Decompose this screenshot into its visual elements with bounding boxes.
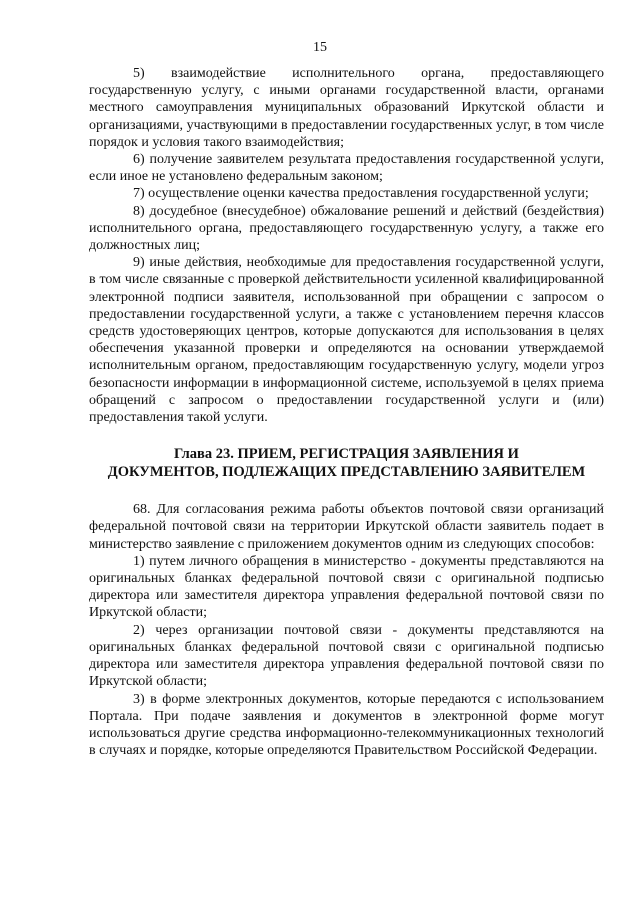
chapter-title <box>89 446 604 481</box>
chapter-title-line-2: ДОКУМЕНТОВ, ПОДЛЕЖАЩИХ ПРЕДСТАВЛЕНИЮ ЗАЯВИТЕЛЕМ <box>107 463 586 480</box>
list-item-8: 8) досудебное (внесудебное) обжалование решений и действий (бездействия) исполнительного органа, предоставляющего государственную услугу, а также его должностных лиц; <box>89 203 604 254</box>
paragraph-68: 68. Для согласования режима работы объектов почтовой связи организаций федеральной почтовой связи на территории Иркутской области заявитель подает в министерство заявление с приложением документов одним из следующих способов: <box>89 502 604 552</box>
method-item-1: 1) путем личного обращения в министерство - документы представляются на оригинальных бланках федеральной почтовой связи с оригинальной подписью директора или заместителя директора управления федеральной почтовой связи по Иркутской области; <box>89 553 604 621</box>
list-item-5: 5) взаимодействие исполнительного органа, предоставляющего государственную услугу, с иными органами государственной власти, органами местного самоуправления муниципальных образований Иркутской области и организациями, участвующими в предоставлении государственных услуг, в том числе порядок и условия такого взаимодействия; <box>89 66 604 150</box>
method-item-3: 3) в форме электронных документов, которые передаются с использованием Портала. При подаче заявления и документов в электронной форме могут использоваться другие средства информационно-телекоммуникационных технологий в случаях и порядке, которые определяются Правительством Российской Федерации. <box>89 691 604 759</box>
method-item-2: 2) через организации почтовой связи - документы представляются на оригинальных бланках федеральной почтовой связи с оригинальной подписью директора или заместителя директора управления федеральной почтовой связи по Иркутской области; <box>89 622 604 690</box>
chapter-title-line-1: Глава 23. ПРИЕМ, РЕГИСТРАЦИЯ ЗАЯВЛЕНИЯ И <box>174 446 519 463</box>
list-item-6: 6) получение заявителем результата предоставления государственной услуги, если иное не установлено федеральным законом; <box>89 152 604 185</box>
list-item-9: 9) иные действия, необходимые для предоставления государственной услуги, в том числе связанные с проверкой действительности усиленной квалифицированной электронной подписи заявителя, использованной при обращении с запросом о предоставлении государственной услуги, а также с установлением перечня классов средств удостоверяющих центров, которые допускаются для использования в целях обеспечения указанной проверки и определяются на основании утверждаемой исполнительным органом, предоставляющим государственную услугу, модели угроз безопасности информации в информационной системе, используемой в целях приема обращений с запросом о предоставлении государственной услуги и (или) предоставления такой услуги. <box>89 255 604 426</box>
list-item-7: 7) осуществление оценки качества предоставления государственной услуги; <box>133 186 589 202</box>
document-body <box>89 65 604 759</box>
page-number: 15 <box>313 40 327 55</box>
